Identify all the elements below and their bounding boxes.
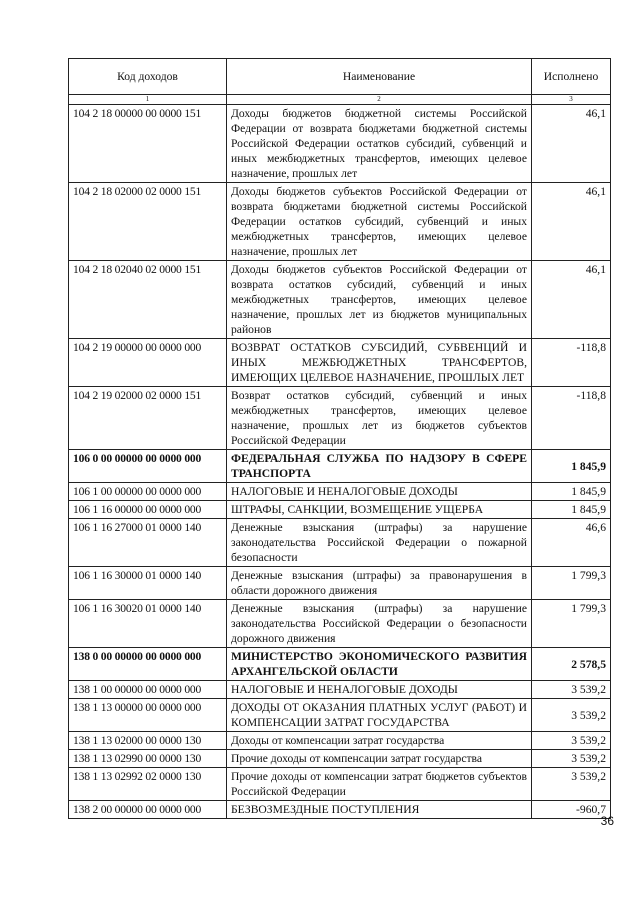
executed-amount-cell: 1 845,9 — [532, 450, 611, 483]
revenue-code-cell: 104 2 18 02000 02 0000 151 — [69, 183, 227, 261]
table-row — [69, 801, 611, 819]
revenue-name-cell: ДОХОДЫ ОТ ОКАЗАНИЯ ПЛАТНЫХ УСЛУГ (РАБОТ) И КОМПЕНСАЦИИ ЗАТРАТ ГОСУДАРСТВА — [227, 699, 532, 732]
page-number: 36 — [600, 814, 614, 828]
revenue-name-cell: Возврат остатков субсидий, субвенций и иных межбюджетных трансфертов, имеющих целевое назначение, прошлых лет из бюджетов субъектов Российской Федерации — [227, 387, 532, 450]
table-row — [69, 183, 611, 261]
revenue-name-cell: Денежные взыскания (штрафы) за правонарушения в области дорожного движения — [227, 567, 532, 600]
table-row — [69, 750, 611, 768]
executed-amount-cell: -960,7 — [532, 801, 611, 819]
revenue-name-cell: Прочие доходы от компенсации затрат государства — [227, 750, 532, 768]
executed-amount-cell: 1 799,3 — [532, 600, 611, 648]
revenue-code-cell: 138 1 13 02992 02 0000 130 — [69, 768, 227, 801]
revenue-code-cell: 104 2 18 00000 00 0000 151 — [69, 105, 227, 183]
revenue-code-cell: 138 1 00 00000 00 0000 000 — [69, 681, 227, 699]
executed-amount-cell: 3 539,2 — [532, 732, 611, 750]
executed-amount-cell: 3 539,2 — [532, 768, 611, 801]
revenue-code-cell: 138 2 00 00000 00 0000 000 — [69, 801, 227, 819]
executed-amount-cell: 46,1 — [532, 183, 611, 261]
table-row — [69, 699, 611, 732]
revenue-code-cell: 106 1 16 00000 00 0000 000 — [69, 501, 227, 519]
revenue-name-cell: ВОЗВРАТ ОСТАТКОВ СУБСИДИЙ, СУБВЕНЦИЙ И ИНЫХ МЕЖБЮДЖЕТНЫХ ТРАНСФЕРТОВ, ИМЕЮЩИХ ЦЕЛЕВОЕ НАЗНАЧЕНИЕ, ПРОШЛЫХ ЛЕТ — [227, 339, 532, 387]
revenue-name-cell: ФЕДЕРАЛЬНАЯ СЛУЖБА ПО НАДЗОРУ В СФЕРЕ ТРАНСПОРТА — [227, 450, 532, 483]
executed-amount-cell: -118,8 — [532, 339, 611, 387]
revenue-name-cell: МИНИСТЕРСТВО ЭКОНОМИЧЕСКОГО РАЗВИТИЯ АРХАНГЕЛЬСКОЙ ОБЛАСТИ — [227, 648, 532, 681]
revenue-code-cell: 106 1 16 27000 01 0000 140 — [69, 519, 227, 567]
revenue-code-cell: 138 1 13 02000 00 0000 130 — [69, 732, 227, 750]
header-amount: Исполнено — [532, 59, 611, 95]
table-row — [69, 450, 611, 483]
revenue-code-cell: 106 1 16 30000 01 0000 140 — [69, 567, 227, 600]
revenue-code-cell: 106 1 00 00000 00 0000 000 — [69, 483, 227, 501]
column-number-row — [69, 95, 611, 105]
executed-amount-cell: 46,1 — [532, 261, 611, 339]
executed-amount-cell: 1 845,9 — [532, 501, 611, 519]
header-code: Код доходов — [69, 59, 227, 95]
executed-amount-cell: 1 799,3 — [532, 567, 611, 600]
revenue-table — [68, 58, 611, 819]
revenue-code-cell: 138 1 13 00000 00 0000 000 — [69, 699, 227, 732]
revenue-code-cell: 104 2 19 00000 00 0000 000 — [69, 339, 227, 387]
table-row — [69, 732, 611, 750]
table-header-row — [69, 59, 611, 95]
executed-amount-cell: 3 539,2 — [532, 750, 611, 768]
table-row — [69, 567, 611, 600]
revenue-name-cell: Доходы бюджетов субъектов Российской Федерации от возврата остатков субсидий, субвенций и иных межбюджетных трансфертов, имеющих целевое назначение, прошлых лет из бюджетов муниципальных районов — [227, 261, 532, 339]
revenue-name-cell: НАЛОГОВЫЕ И НЕНАЛОГОВЫЕ ДОХОДЫ — [227, 483, 532, 501]
revenue-name-cell: НАЛОГОВЫЕ И НЕНАЛОГОВЫЕ ДОХОДЫ — [227, 681, 532, 699]
executed-amount-cell: 1 845,9 — [532, 483, 611, 501]
revenue-name-cell: Доходы от компенсации затрат государства — [227, 732, 532, 750]
table-row — [69, 387, 611, 450]
executed-amount-cell: 3 539,2 — [532, 699, 611, 732]
table-row — [69, 483, 611, 501]
revenue-name-cell: БЕЗВОЗМЕЗДНЫЕ ПОСТУПЛЕНИЯ — [227, 801, 532, 819]
executed-amount-cell: 46,1 — [532, 105, 611, 183]
revenue-name-cell: Денежные взыскания (штрафы) за нарушение законодательства Российской Федерации о безопасности дорожного движения — [227, 600, 532, 648]
revenue-code-cell: 138 0 00 00000 00 0000 000 — [69, 648, 227, 681]
executed-amount-cell: 2 578,5 — [532, 648, 611, 681]
column-number: 2 — [227, 95, 532, 105]
table-row — [69, 261, 611, 339]
executed-amount-cell: -118,8 — [532, 387, 611, 450]
revenue-name-cell: Денежные взыскания (штрафы) за нарушение законодательства Российской Федерации о пожарной безопасности — [227, 519, 532, 567]
revenue-code-cell: 138 1 13 02990 00 0000 130 — [69, 750, 227, 768]
column-number: 1 — [69, 95, 227, 105]
revenue-name-cell: Прочие доходы от компенсации затрат бюджетов субъектов Российской Федерации — [227, 768, 532, 801]
header-name: Наименование — [227, 59, 532, 95]
executed-amount-cell: 3 539,2 — [532, 681, 611, 699]
revenue-code-cell: 104 2 19 02000 02 0000 151 — [69, 387, 227, 450]
revenue-code-cell: 106 1 16 30020 01 0000 140 — [69, 600, 227, 648]
table-row — [69, 600, 611, 648]
column-number: 3 — [532, 95, 611, 105]
revenue-name-cell: ШТРАФЫ, САНКЦИИ, ВОЗМЕЩЕНИЕ УЩЕРБА — [227, 501, 532, 519]
table-row — [69, 681, 611, 699]
table-row — [69, 519, 611, 567]
executed-amount-cell: 46,6 — [532, 519, 611, 567]
table-row — [69, 339, 611, 387]
revenue-code-cell: 106 0 00 00000 00 0000 000 — [69, 450, 227, 483]
table-row — [69, 768, 611, 801]
table-row — [69, 105, 611, 183]
revenue-name-cell: Доходы бюджетов субъектов Российской Федерации от возврата бюджетами бюджетной системы Российской Федерации остатков субсидий, субвенций и иных межбюджетных трансфертов, имеющих целевое назначение, прошлых лет — [227, 183, 532, 261]
revenue-name-cell: Доходы бюджетов бюджетной системы Российской Федерации от возврата бюджетами бюджетной системы Российской Федерации остатков субсидий, субвенций и иных межбюджетных трансфертов, имеющих целевое назначение, прошлых лет — [227, 105, 532, 183]
table-row — [69, 648, 611, 681]
table-row — [69, 501, 611, 519]
revenue-code-cell: 104 2 18 02040 02 0000 151 — [69, 261, 227, 339]
